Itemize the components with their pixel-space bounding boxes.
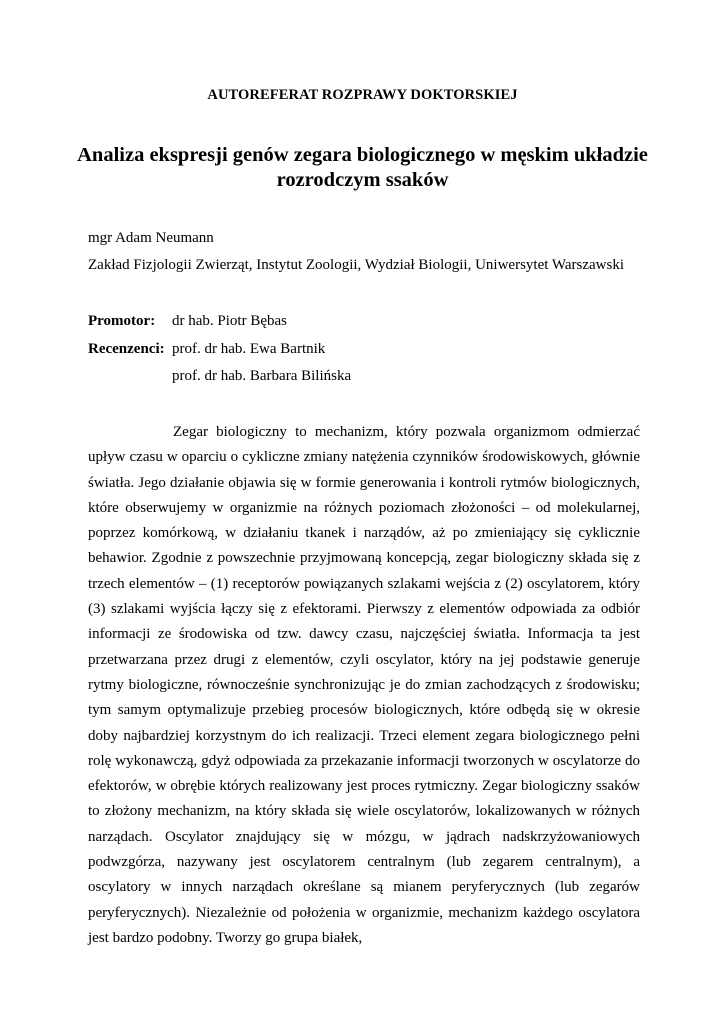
reviewers-label: Recenzenci: <box>88 341 165 357</box>
thesis-title: Analiza ekspresji genów zegara biologicznego w męskim układzie rozrodczym ssaków <box>77 144 648 191</box>
author-name: mgr Adam Neumann <box>88 230 214 246</box>
promotor-name: dr hab. Piotr Bębas <box>172 313 287 329</box>
body-paragraph: Zegar biologiczny to mechanizm, który pozwala organizmom odmierzać upływ czasu w oparciu o cykliczne zmiany natężenia czynników środowiskowych, głównie światła. Jego działanie objawia się w formie generowania i kontroli rytmów biologicznych, które obserwujemy w organizmie na różnych poziomach złożoności – od molekularnej, poprzez komórkową, w działaniu tkanek i narządów, aż po zmieniający się cyklicznie behawior. Zgodnie z powszechnie przyjmowaną koncepcją, zegar biologiczny składa się z trzech elementów – (1) receptorów powiązanych szlakami wejścia z (2) oscylatorem, który (3) szlakami wyjścia łączy się z efektorami. Pierwszy z elementów odpowiada za odbiór informacji ze środowiska od tzw. dawcy czasu, najczęściej światła. Informacja ta jest przetwarzana przez drugi z elementów, czyli oscylator, który na jej podstawie generuje rytmy biologiczne, równocześnie synchronizując je do zmian zachodzących z środowisku; tym samym optymalizuje przebieg procesów biologicznych, które odbędą się w okresie doby najbardziej korzystnym do ich realizacji. Trzeci element zegara biologicznego pełni rolę wykonawczą, gdyż odpowiada za przekazanie informacji tworzonych w oscylatorze do efektorów, w obrębie których realizowany jest proces rytmiczny. Zegar biologiczny ssaków to złożony mechanizm, na który składa się wiele oscylatorów, lokalizowanych w różnych narządach. Oscylator znajdujący się w mózgu, w jądrach nadskrzyżowaniowych podwzgórza, nazywany jest oscylatorem centralnym (lub zegarem centralnym), a oscylatory w innych narządach określane są mianem peryferycznych (lub zegarów peryferycznych). Niezależnie od położenia w organizmie, mechanizm każdego oscylatora jest bardzo podobny. Tworzy go grupa białek, <box>88 424 640 946</box>
reviewer-name: prof. dr hab. Ewa Bartnik <box>172 341 326 357</box>
reviewer-name: prof. dr hab. Barbara Bilińska <box>172 368 352 384</box>
promotor-label: Promotor: <box>88 313 156 329</box>
document-header: AUTOREFERAT ROZPRAWY DOKTORSKIEJ <box>207 87 518 103</box>
author-affiliation: Zakład Fizjologii Zwierząt, Instytut Zoologii, Wydział Biologii, Uniwersytet Warszawski <box>88 257 624 273</box>
